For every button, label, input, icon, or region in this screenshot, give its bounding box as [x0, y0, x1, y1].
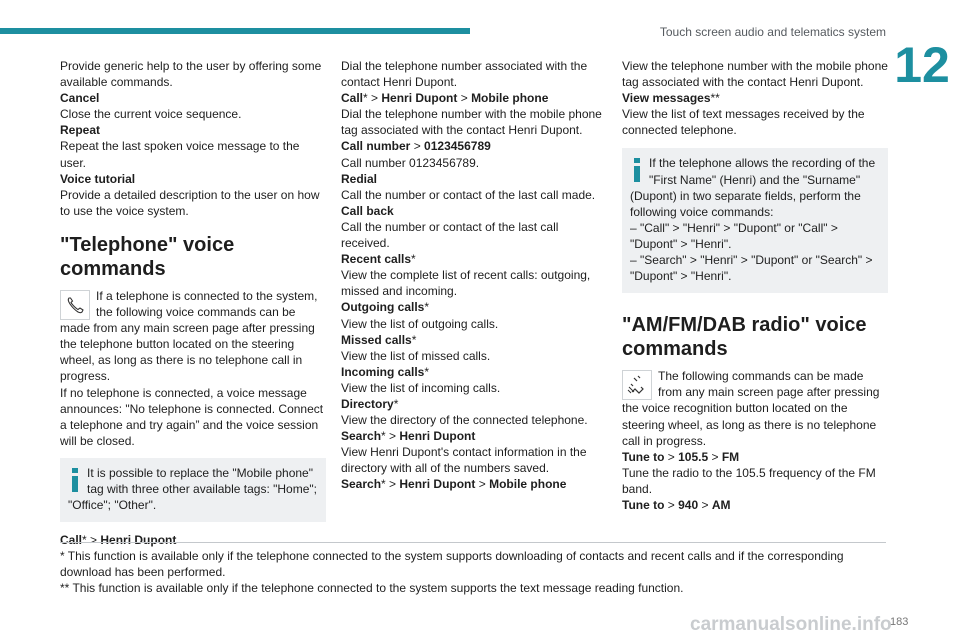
paragraph: View the list of missed calls. — [341, 348, 491, 363]
header-accent-bar — [0, 28, 470, 34]
command-heading: Repeat — [60, 123, 101, 138]
paragraph: View the telephone number with the mobile phone tag associated with the contact Henri Dupont. — [622, 59, 888, 90]
info-text: It is possible to replace the "Mobile phone" tag with three other available tags: "Home"; "Office"; "Other". — [68, 465, 317, 513]
column-3 — [622, 58, 888, 513]
command-heading: Recent calls* — [341, 252, 416, 267]
paragraph: If no telephone is connected, a voice message announces: "No telephone is connected. Connect a telephone and try again” and the voice session will be closed. — [60, 385, 324, 448]
footnote: ** This function is available only if the telephone connected to the system supports the text message reading function. — [60, 581, 684, 595]
info-box — [622, 148, 888, 293]
info-text: If the telephone allows the recording of the "First Name" (Henri) and the "Surname" (Dupont) in two separate fields, perform the following voice commands: — [630, 156, 876, 219]
column-1 — [60, 58, 326, 548]
running-header: Touch screen audio and telematics system — [659, 25, 886, 39]
info-icon — [70, 468, 80, 492]
paragraph: Dial the telephone number associated with the contact Henri Dupont. — [341, 59, 588, 90]
paragraph: Dial the telephone number with the mobile phone tag associated with the contact Henri Dupont. — [341, 107, 602, 138]
chapter-number: 12 — [894, 37, 950, 93]
command-heading: Outgoing calls* — [341, 300, 430, 315]
radio-instruction — [622, 368, 888, 448]
paragraph: Provide a detailed description to the user on how to use the voice system. — [60, 187, 320, 218]
section-heading: "AM/FM/DAB radio" voice commands — [622, 314, 867, 361]
paragraph: View the complete list of recent calls: outgoing, missed and incoming. — [341, 268, 591, 299]
paragraph: View the list of outgoing calls. — [341, 316, 499, 331]
watermark: carmanualsonline.info — [690, 614, 892, 635]
command-heading: Redial — [341, 171, 378, 186]
info-icon — [632, 158, 642, 182]
page-number: 183 — [890, 616, 909, 628]
paragraph: View the directory of the connected telephone. — [341, 413, 588, 428]
command-line: Call number > 0123456789 — [341, 139, 491, 154]
paragraph: Call the number or contact of the last call received. — [341, 219, 559, 251]
paragraph: Provide generic help to the user by offering some available commands. — [60, 59, 322, 90]
section-heading: "Telephone" voice commands — [60, 233, 235, 280]
footnotes — [60, 548, 886, 596]
info-text: – "Search" > "Henri" > "Dupont" or "Search" > "Dupont" > "Henri". — [630, 253, 873, 284]
paragraph: Call number 0123456789. — [341, 155, 480, 170]
paragraph: Tune the radio to the 105.5 frequency of the FM band. — [622, 465, 876, 496]
command-heading: Directory* — [341, 396, 399, 411]
voice-recognition-icon — [622, 370, 652, 400]
paragraph: View the list of incoming calls. — [341, 380, 501, 395]
telephone-icon — [60, 290, 90, 320]
paragraph: The following commands can be made from any main screen page after pressing the voice recognition button located on the steering wheel, as long as there is no telephone call in progress. — [622, 369, 880, 448]
command-line: Search* > Henri Dupont — [341, 429, 476, 444]
info-box — [60, 458, 326, 522]
command-line: Tune to > 940 > AM — [622, 497, 731, 512]
command-line: Tune to > 105.5 > FM — [622, 449, 740, 464]
command-heading: Incoming calls* — [341, 364, 430, 379]
paragraph: View the list of text messages received by the connected telephone. — [622, 107, 865, 138]
command-line: Call* > Henri Dupont — [60, 533, 177, 548]
paragraph: If a telephone is connected to the system, the following voice commands can be made from any main screen page after pressing the telephone button located on the steering wheel, as long as there is no telephone call in progress. — [60, 288, 318, 384]
footnote-divider — [60, 542, 886, 543]
command-heading: Cancel — [60, 91, 100, 106]
paragraph: View Henri Dupont's contact information in the directory with all of the numbers saved. — [341, 445, 587, 476]
command-heading: Missed calls* — [341, 332, 417, 347]
paragraph: Repeat the last spoken voice message to the user. — [60, 139, 300, 170]
command-line: Call* > Henri Dupont > Mobile phone — [341, 91, 549, 106]
info-text: – "Call" > "Henri" > "Dupont" or "Call" > "Dupont" > "Henri". — [630, 220, 838, 251]
telephone-instruction — [60, 288, 326, 385]
footnote: * This function is available only if the telephone connected to the system supports downloading of contacts and recent calls and if the corresponding download has been performed. — [60, 549, 844, 579]
paragraph: Call the number or contact of the last call made. — [341, 187, 596, 202]
column-2 — [341, 58, 609, 493]
command-line: Search* > Henri Dupont > Mobile phone — [341, 477, 567, 492]
paragraph: Close the current voice sequence. — [60, 107, 242, 122]
command-heading: Voice tutorial — [60, 171, 136, 186]
command-heading: Call back — [341, 203, 394, 218]
command-heading: View messages** — [622, 91, 720, 106]
